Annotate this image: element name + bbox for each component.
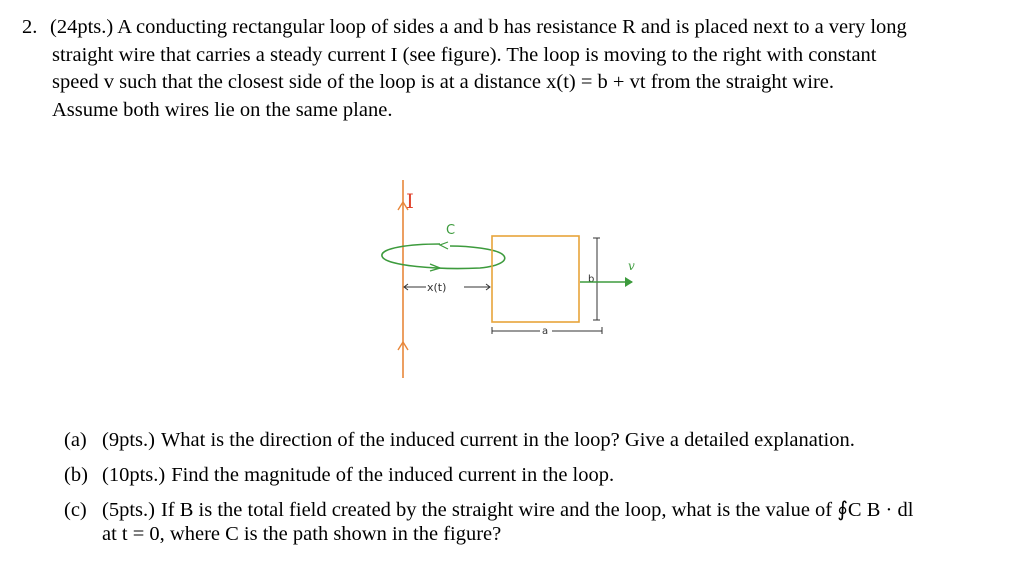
problem-line-2: straight wire that carries a steady current I (see figure). The loop is moving to the right with constant [52,43,877,66]
distance-label: x(t) [427,281,447,294]
rectangular-loop [492,236,579,322]
problem-statement [22,14,972,124]
figure-svg [370,170,670,390]
figure [370,170,670,390]
question-parts [64,426,1004,555]
path-c-label: C [446,223,456,238]
problem-line-1: 2. (24pts.) A conducting rectangular loop of sides a and b has resistance R and is placed next to a very long [22,14,972,42]
side-b-label: b [588,274,595,285]
problem-number: 2. [22,16,38,38]
part-b: (b) (10pts.) Find the magnitude of the induced current in the loop. [64,464,615,486]
problem-line-3: speed v such that the closest side of the loop is at a distance x(t) = b + vt from the straight wire. [52,71,835,93]
path-c [382,244,505,269]
side-a-label: a [542,326,549,337]
current-label: I [406,189,414,213]
path-c-arrow-top [440,242,448,249]
part-a: (a) (9pts.) What is the direction of the induced current in the loop? Give a detailed explanation. [64,429,855,451]
part-c-continuation: at t = 0, where C is the path shown in the figure? [102,523,502,545]
part-c: (c) (5pts.) If B is the total field created by the straight wire and the loop, what is the value of ∮C B · dl at t = 0, where C is the path shown in the figure? [64,496,1004,548]
velocity-label: v [628,259,635,273]
problem-line-4: Assume both wires lie on the same plane. [52,98,393,121]
